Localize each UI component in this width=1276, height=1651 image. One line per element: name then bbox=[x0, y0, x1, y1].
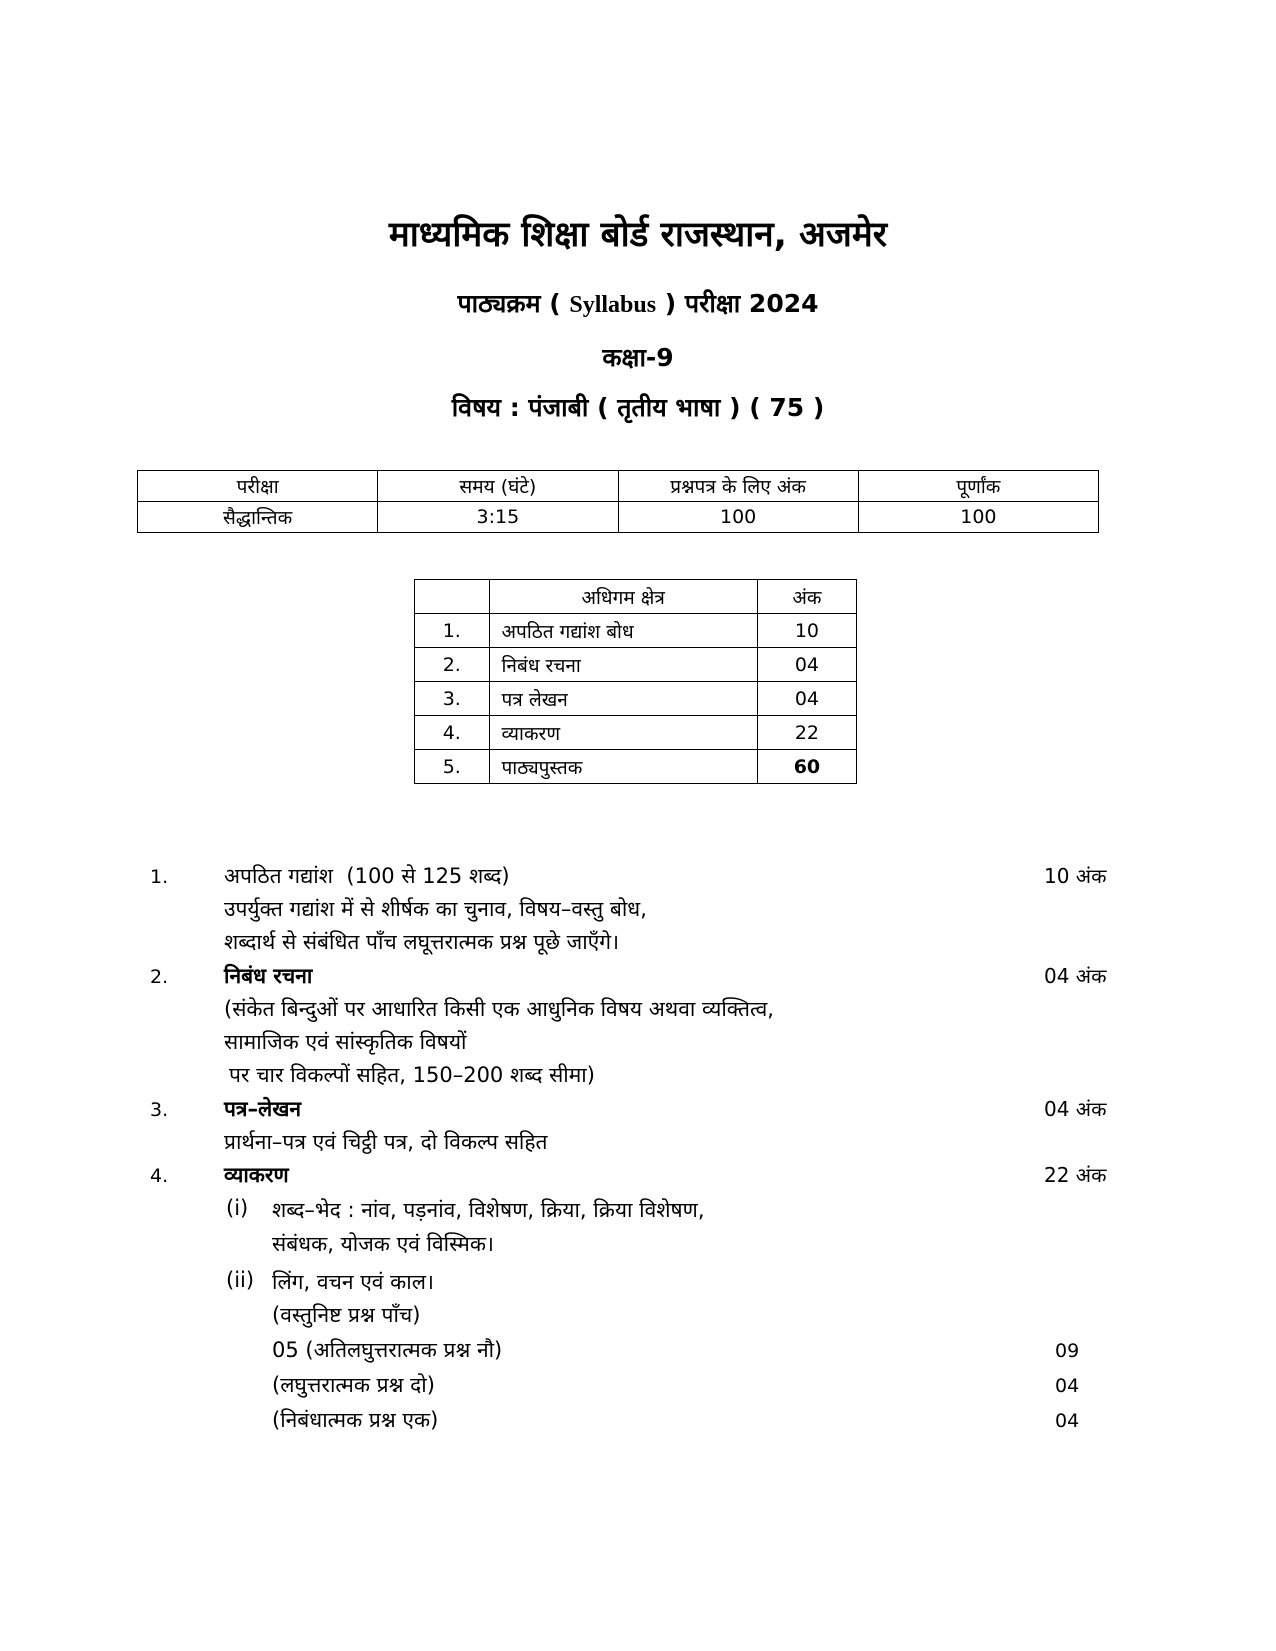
area-name: अपठित गद्यांश बोध bbox=[489, 614, 757, 648]
class-heading: कक्षा-9 bbox=[602, 343, 674, 372]
area-marks: 10 bbox=[757, 614, 856, 648]
section-title: निबंध रचना bbox=[224, 964, 313, 988]
item-text-line: (निबंधात्मक प्रश्न एक) bbox=[272, 1408, 439, 1432]
area-table-row bbox=[415, 614, 857, 648]
exam-header-cell: समय (घंटे) bbox=[378, 471, 618, 502]
exam-cell: सैद्धान्तिक bbox=[138, 502, 378, 533]
area-header-cell bbox=[415, 580, 490, 614]
area-name: पाठ्यपुस्तक bbox=[489, 750, 757, 784]
area-marks: 22 bbox=[757, 716, 856, 750]
subject-heading: विषय : पंजाबी ( तृतीय भाषा ) ( 75 ) bbox=[451, 393, 825, 422]
exam-table-row bbox=[138, 502, 1099, 533]
area-table-row bbox=[415, 682, 857, 716]
section-title bbox=[224, 862, 510, 890]
section-title-text: अपठित गद्यांश bbox=[224, 864, 334, 888]
area-marks: 60 bbox=[757, 750, 856, 784]
learning-area-table bbox=[414, 579, 857, 784]
board-title: माध्यमिक शिक्षा बोर्ड राजस्थान, अजमेर bbox=[388, 215, 888, 255]
exam-header-cell: पूर्णांक bbox=[858, 471, 1098, 502]
area-header-cell: अंक bbox=[757, 580, 856, 614]
section-text-line: पर चार विकल्पों सहित, 150–200 शब्द सीमा) bbox=[229, 1063, 595, 1087]
area-table-header bbox=[415, 580, 857, 614]
area-name: व्याकरण bbox=[489, 716, 757, 750]
section-text-line: सामाजिक एवं सांस्कृतिक विषयों bbox=[224, 1030, 467, 1054]
sub-marks: 09 bbox=[1055, 1340, 1080, 1362]
section-title: पत्र–लेखन bbox=[224, 1097, 302, 1121]
section-number: 1. bbox=[150, 866, 169, 888]
area-table-row bbox=[415, 750, 857, 784]
area-num: 2. bbox=[415, 648, 490, 682]
section-number: 2. bbox=[150, 966, 169, 988]
exam-cell: 100 bbox=[618, 502, 858, 533]
exam-header-cell: परीक्षा bbox=[138, 471, 378, 502]
section-number: 4. bbox=[150, 1165, 169, 1187]
section-text-line: शब्दार्थ से संबंधित पाँच लघूत्तरात्मक प्रश्न पूछे जाएँगे। bbox=[224, 930, 620, 954]
area-name: निबंध रचना bbox=[489, 648, 757, 682]
area-table-row bbox=[415, 648, 857, 682]
section-text-line: (संकेत बिन्दुओं पर आधारित किसी एक आधुनिक विषय अथवा व्यक्तित्व, bbox=[224, 997, 774, 1021]
item-text-line: शब्द–भेद : नांव, पड़नांव, विशेषण, क्रिया, क्रिया विशेषण, bbox=[272, 1198, 705, 1222]
syllabus-heading-post: ) परीक्षा 2024 bbox=[656, 289, 819, 318]
section-marks: 10 अंक bbox=[1044, 864, 1107, 888]
item-label: (i) bbox=[226, 1196, 249, 1220]
exam-table-header bbox=[138, 471, 1099, 502]
item-text-line: (लघुत्तरात्मक प्रश्न दो) bbox=[272, 1373, 435, 1397]
exam-table bbox=[137, 470, 1099, 533]
exam-cell: 100 bbox=[858, 502, 1098, 533]
section-title: व्याकरण bbox=[224, 1163, 289, 1187]
sub-marks: 04 bbox=[1055, 1375, 1080, 1397]
syllabus-heading-latin: Syllabus bbox=[569, 292, 657, 318]
area-table-row bbox=[415, 716, 857, 750]
item-text-line: लिंग, वचन एवं काल। bbox=[272, 1270, 434, 1294]
syllabus-heading bbox=[0, 286, 1276, 320]
section-number: 3. bbox=[150, 1099, 169, 1121]
section-marks: 22 अंक bbox=[1044, 1163, 1107, 1187]
section-marks: 04 अंक bbox=[1044, 964, 1107, 988]
area-marks: 04 bbox=[757, 682, 856, 716]
exam-cell: 3:15 bbox=[378, 502, 618, 533]
section-text-line: प्रार्थना–पत्र एवं चिट्ठी पत्र, दो विकल्प सहित bbox=[224, 1130, 548, 1154]
section-marks: 04 अंक bbox=[1044, 1097, 1107, 1121]
item-label: (ii) bbox=[226, 1268, 255, 1292]
area-marks: 04 bbox=[757, 648, 856, 682]
item-text-line: संबंधक, योजक एवं विस्मिक। bbox=[272, 1232, 494, 1256]
section-title-note: (100 से 125 शब्द) bbox=[346, 864, 510, 888]
syllabus-heading-pre: पाठ्यक्रम ( bbox=[457, 289, 570, 318]
sub-marks: 04 bbox=[1055, 1410, 1080, 1432]
exam-header-cell: प्रश्नपत्र के लिए अंक bbox=[618, 471, 858, 502]
area-num: 5. bbox=[415, 750, 490, 784]
area-name: पत्र लेखन bbox=[489, 682, 757, 716]
area-num: 1. bbox=[415, 614, 490, 648]
area-num: 3. bbox=[415, 682, 490, 716]
area-header-cell: अधिगम क्षेत्र bbox=[489, 580, 757, 614]
section-text-line: उपर्युक्त गद्यांश में से शीर्षक का चुनाव, विषय–वस्तु बोध, bbox=[224, 897, 647, 921]
item-text-line: 05 (अतिलघुत्तरात्मक प्रश्न नौ) bbox=[272, 1338, 503, 1362]
area-num: 4. bbox=[415, 716, 490, 750]
item-text-line: (वस्तुनिष्ट प्रश्न पाँच) bbox=[272, 1303, 421, 1327]
